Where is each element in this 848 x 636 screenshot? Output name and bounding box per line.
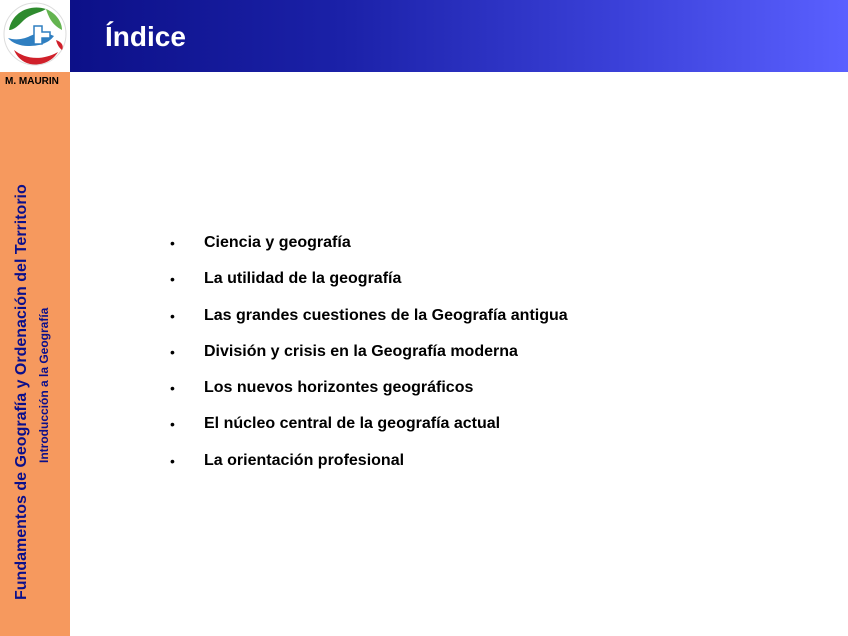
bullet-icon: • (170, 235, 175, 251)
bullet-icon: • (170, 307, 175, 324)
list-item (170, 450, 568, 486)
bullet-icon: • (170, 271, 175, 288)
course-subtitle: Introducción a la Geografía (37, 307, 51, 463)
list-item (170, 232, 568, 268)
list-item (170, 305, 568, 341)
header-bar (70, 0, 848, 72)
list-item-text: División y crisis en la Geografía moderna (204, 342, 518, 360)
course-title: Fundamentos de Geografía y Ordenación del Territorio (13, 184, 30, 600)
list-item (170, 341, 568, 377)
bullet-icon: • (170, 452, 175, 469)
logo (0, 0, 70, 72)
list-item-text: El núcleo central de la geografía actual (204, 415, 501, 433)
list-item (170, 413, 568, 449)
list-item-text: Las grandes cuestiones de la Geografía antigua (204, 306, 568, 324)
bullet-icon: • (170, 380, 175, 397)
list-item-text: Los nuevos horizontes geográficos (204, 379, 474, 397)
bullet-icon: • (170, 343, 175, 360)
list-item-text: La utilidad de la geografía (204, 270, 402, 288)
sidebar (0, 72, 70, 636)
geography-emblem-icon (0, 0, 70, 72)
author-label: M. MAURIN (5, 76, 59, 87)
list-item-text: La orientación profesional (204, 451, 405, 469)
index-list (170, 232, 568, 486)
bullet-icon: • (170, 416, 175, 433)
slide-title: Índice (105, 21, 186, 52)
list-item (170, 268, 568, 304)
list-item-text: Ciencia y geografía (204, 234, 351, 251)
list-item (170, 377, 568, 413)
